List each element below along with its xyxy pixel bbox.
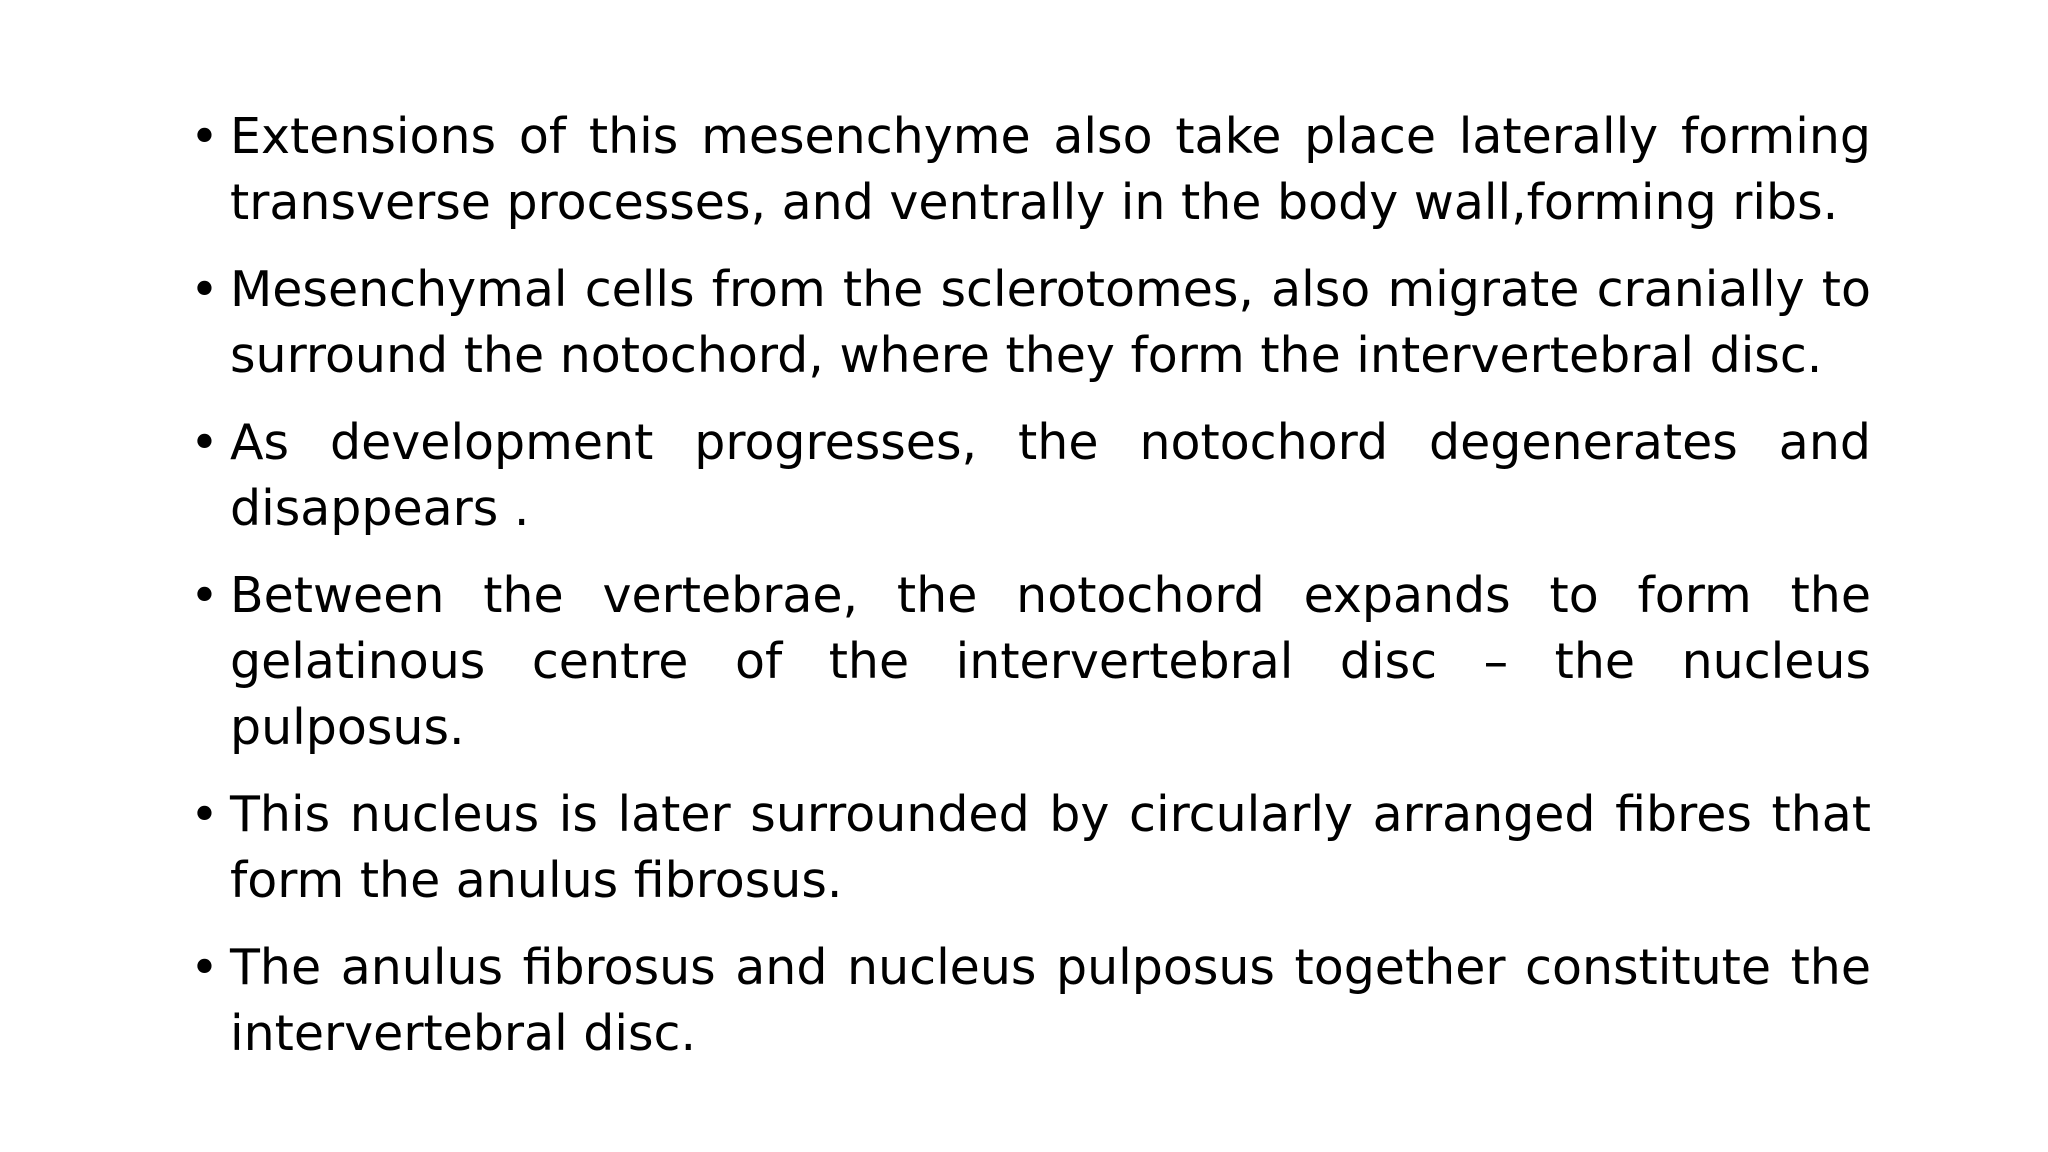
bullet-icon: •	[190, 108, 219, 165]
bullet-text: As development progresses, the notochord degenerates and disappears .	[230, 414, 1871, 537]
bullet-item	[190, 410, 1871, 542]
bullet-item	[190, 782, 1871, 914]
bullet-text: Extensions of this mesenchyme also take place laterally forming transverse processes, and ventrally in the body wall,forming ribs.	[230, 108, 1871, 231]
bullet-text: Mesenchymal cells from the sclerotomes, also migrate cranially to surround the notochord, where they form the intervertebral disc.	[230, 261, 1871, 384]
bullet-icon: •	[190, 786, 219, 843]
bullet-item	[190, 104, 1871, 236]
bullet-text: Between the vertebrae, the notochord expands to form the gelatinous centre of the intervertebral disc – the nucleus pulposus.	[230, 567, 1871, 756]
bullet-item	[190, 257, 1871, 389]
bullet-icon: •	[190, 261, 219, 318]
bullet-icon: •	[190, 414, 219, 471]
bullet-list	[190, 104, 1871, 1088]
bullet-icon: •	[190, 567, 219, 624]
bullet-item	[190, 563, 1871, 761]
bullet-icon: •	[190, 939, 219, 996]
bullet-text: The anulus fibrosus and nucleus pulposus together constitute the intervertebral disc.	[230, 939, 1871, 1062]
bullet-text: This nucleus is later surrounded by circularly arranged fibres that form the anulus fibrosus.	[230, 786, 1871, 909]
bullet-item	[190, 935, 1871, 1067]
